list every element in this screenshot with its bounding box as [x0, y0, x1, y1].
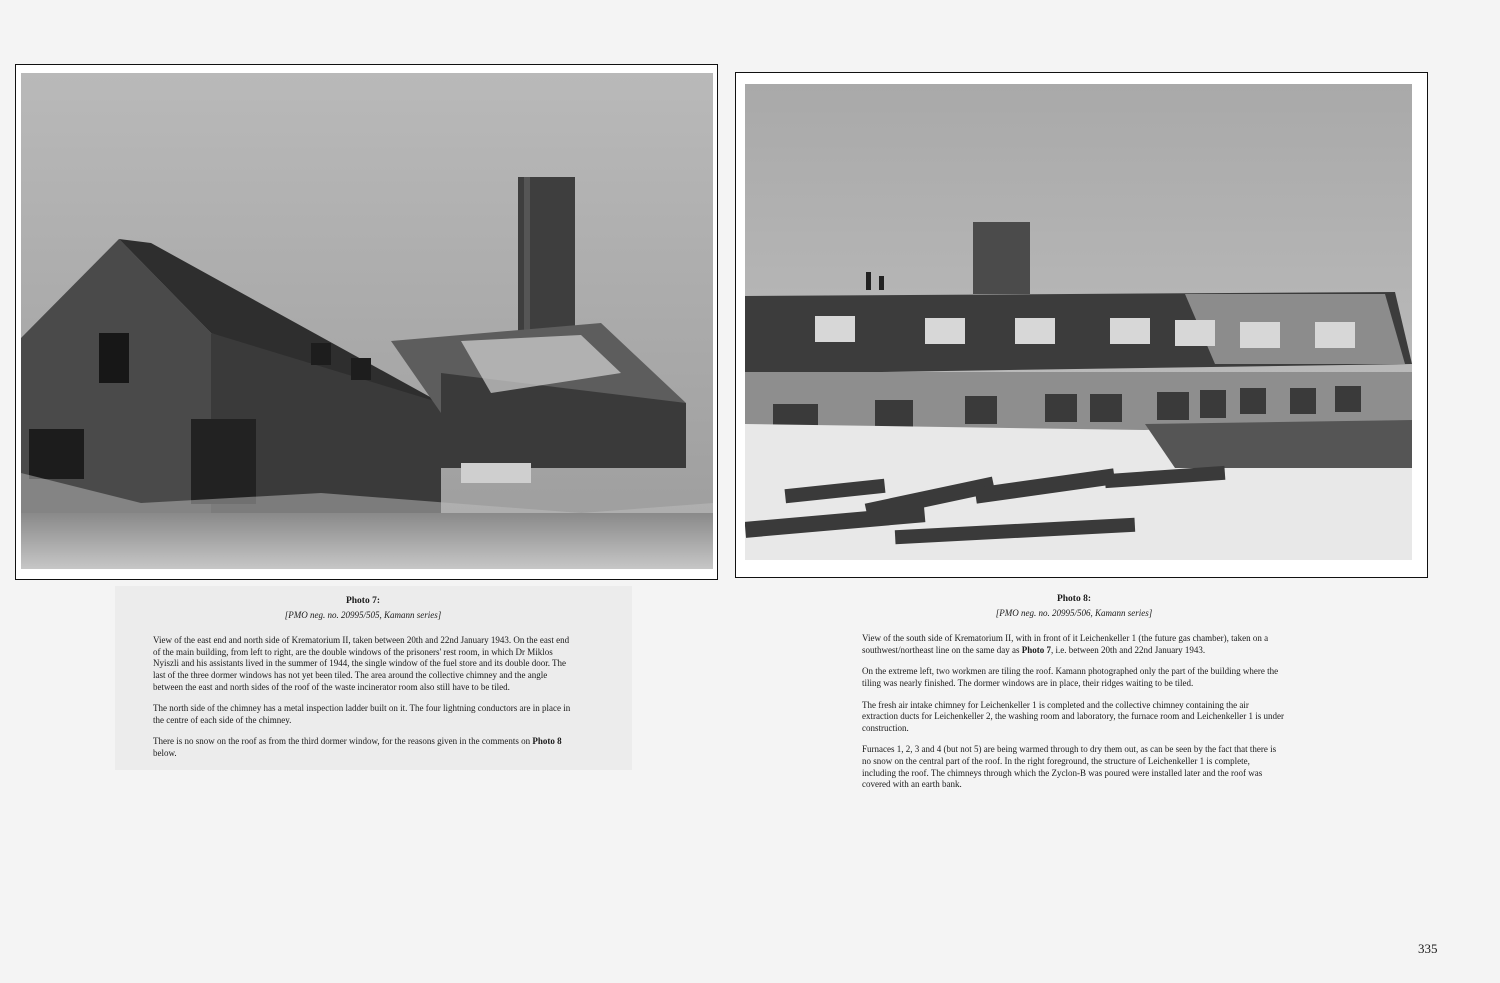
photo8-paragraph-1: View of the south side of Krematorium II, with in front of it Leichenkeller 1 (the future gas chamber), taken on a southwest/northeast line on the same day as Photo 7, i.e. between 20th and 22nd January 1943. [862, 633, 1269, 655]
photo8-paragraph-4: Furnaces 1, 2, 3 and 4 (but not 5) are being warmed through to dry them out, as can be seen by the fact that there is no snow on the central part of the roof. In the right foreground, the structure of Leichenkeller 1 is complete, including the roof. The chimneys through which the Zyclon-B was poured were installed later and the roof was covered with an earth bank. [862, 744, 1277, 790]
photo8-title: Photo 8: [1056, 594, 1092, 604]
photo7-image [21, 73, 713, 569]
photo7-reference-link: Photo 7 [1021, 644, 1051, 655]
photo8-paragraph-3: The fresh air intake chimney for Leichenkeller 1 is completed and the collective chimney containing the air extraction ducts for Leichenkeller 2, the washing room and laboratory, the furnace room and Leichenkeller 1 is under construction. [862, 699, 1285, 733]
photo8-paragraph-2: On the extreme left, two workmen are tiling the roof. Kamann photographed only the part of the building where the tiling was nearly finished. The dormer windows are in place, their ridges waiting to be tiled. [862, 666, 1279, 688]
photo8-caption [862, 594, 1286, 801]
photo7-caption [153, 596, 573, 770]
photo7-reference: [PMO neg. no. 20995/505, Kamann series] [284, 609, 442, 620]
photo7-paragraph-2: The north side of the chimney has a metal inspection ladder built on it. The four lightning conductors are in place in the centre of each side of the chimney. [153, 703, 571, 725]
photo7-paragraph-3: There is no snow on the roof as from the third dormer window, for the reasons given in the comments on Photo 8 below. [153, 736, 562, 758]
photo8-reference: [PMO neg. no. 20995/506, Kamann series] [995, 607, 1153, 618]
page-number: 335 [1418, 941, 1438, 956]
photo7-paragraph-1: View of the east end and north side of Krematorium II, taken between 20th and 22nd January 1943. On the east end of the main building, from left to right, are the double windows of the prisoners' rest room, in which Dr Miklos Nyiszli and his assistants lived in the summer of 1944, the single window of the fuel store and its double door. The last of the three dormer windows has not yet been tiled. The area around the collective chimney and the angle between the east and north sides of the roof of the waste incinerator room also still have to be tiled. [153, 635, 570, 692]
photo8-reference-link: Photo 8 [532, 736, 562, 747]
photo8-image [745, 84, 1412, 560]
photo7-title: Photo 7: [345, 596, 381, 606]
